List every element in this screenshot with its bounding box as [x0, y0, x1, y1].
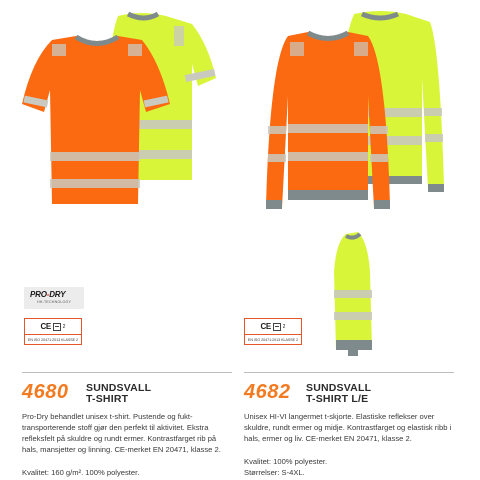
product-description: Pro-Dry behandlet unisex t-shirt. Pustende og fukt-transporterende stoff gjør den perfekt til aktivitet. Ekstra refleksfelt på skuldre og rundt ermer. Kontrastfarget rib på hals, mansjetter og linning. CE-merket EN 20471, klasse 2.	[22, 412, 221, 454]
product-quality: Kvalitet: 100% polyester.	[244, 457, 328, 466]
standard-label: EN ISO 20471:2013 KLASSE 2	[247, 338, 299, 342]
section-divider	[244, 372, 454, 373]
hi-vis-pictogram-icon	[53, 323, 61, 331]
certification-box-4682	[244, 318, 302, 345]
product-name	[86, 383, 151, 405]
product-name-line1: SUNDSVALL	[86, 382, 152, 394]
certification-box-4680	[24, 318, 82, 345]
standard-label: EN ISO 20471:2013 KLASSE 2	[27, 338, 79, 342]
ce-mark: CE	[260, 322, 271, 331]
pro-dry-tagline: HH-TECHNOLOGY	[37, 300, 72, 304]
product-number: 4680	[22, 381, 69, 403]
product-name-line1: SUNDSVALL	[306, 382, 372, 394]
hi-vis-pictogram-icon	[273, 323, 281, 331]
product-sizes: Størrelser: S-4XL.	[244, 468, 305, 477]
product-description: Unisex HI-VI langermet t-skjorte. Elastiske reflekser over skuldre, rundt ermer og midje. Kontrastfarget og elastisk ribb i hals, ermer og liv. CE-merket EN 20471, klasse 2.	[244, 412, 452, 443]
pro-dry-logo	[24, 287, 84, 309]
product-name-line2: T-SHIRT	[86, 393, 129, 405]
orange-longsleeve-image	[262, 30, 394, 212]
ce-mark: CE	[40, 322, 51, 331]
orange-tshirt-image	[22, 34, 172, 206]
class-level: 2	[62, 323, 66, 330]
product-name	[306, 383, 371, 405]
product-number: 4682	[244, 381, 291, 403]
product-quality: Kvalitet: 160 g/m². 100% polyester.	[22, 468, 140, 477]
product-name-line2: T-SHIRT L/E	[306, 393, 369, 405]
pro-dry-brand: PRO-DRY	[30, 290, 66, 299]
class-level: 2	[282, 323, 286, 330]
yellow-longsleeve-side-image	[332, 232, 376, 358]
section-divider	[22, 372, 232, 373]
